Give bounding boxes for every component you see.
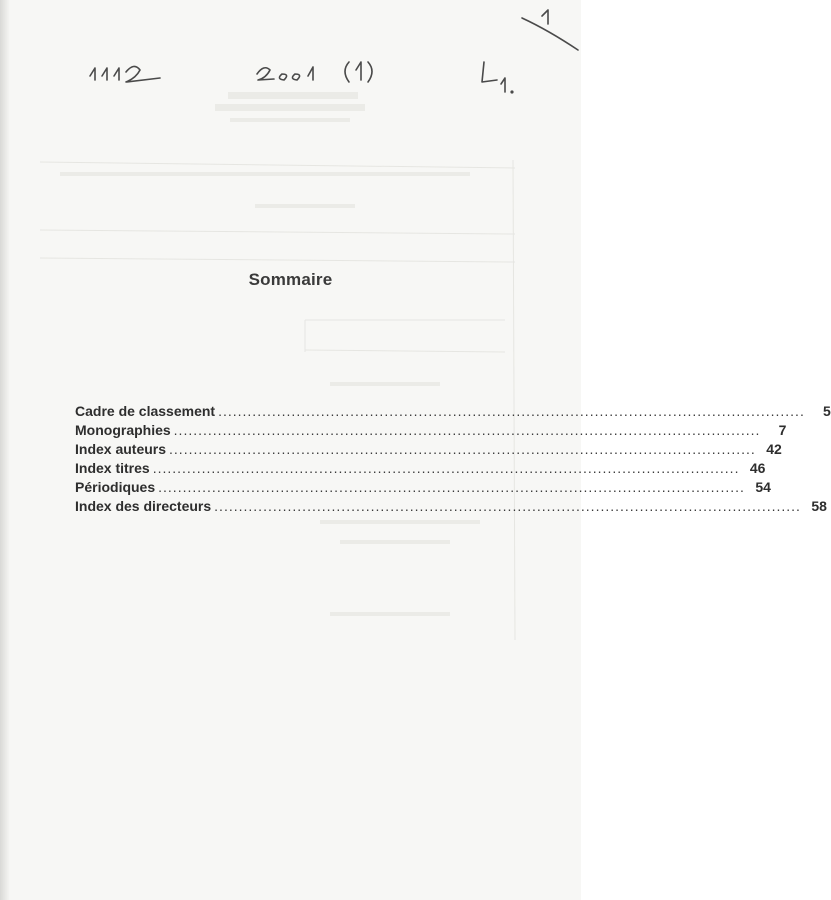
toc-entry-label: Cadre de classement	[75, 403, 216, 419]
toc-entry	[75, 498, 827, 517]
toc-entry-label: Index auteurs	[75, 441, 167, 457]
toc-leader-dots: ........................................................................................................................	[173, 422, 761, 438]
toc-entry-page-number: 54	[755, 479, 771, 495]
toc-entry-page-number: 5	[823, 403, 831, 419]
toc-entry-label: Index titres	[75, 460, 150, 476]
toc-entry-page-number: 7	[778, 422, 787, 438]
toc-entry	[75, 479, 771, 498]
toc-entry-page-number: 46	[749, 460, 766, 476]
page-binding-edge	[0, 0, 10, 900]
toc-entry-label: Index des directeurs	[75, 498, 212, 514]
page-title: Sommaire	[248, 270, 333, 289]
toc-entry-label: Périodiques	[75, 479, 156, 495]
toc-leader-dots: ........................................................................................................................	[158, 479, 745, 495]
toc-leader-dots: ........................................................................................................................	[218, 403, 805, 419]
toc-entry-page-number: 42	[766, 441, 782, 457]
toc-entry	[75, 460, 766, 479]
table-of-contents	[75, 403, 831, 517]
toc-leader-dots: ........................................................................................................................	[169, 441, 756, 457]
handwritten-annotations	[0, 0, 581, 110]
toc-entry	[75, 441, 782, 460]
toc-entry-label: Monographies	[75, 422, 171, 438]
toc-entry	[75, 422, 787, 441]
toc-leader-dots: ........................................................................................................................	[152, 460, 740, 476]
toc-entry-page-number: 58	[811, 498, 827, 514]
toc-entry	[75, 403, 831, 422]
toc-leader-dots: ........................................................................................................................	[214, 498, 801, 514]
